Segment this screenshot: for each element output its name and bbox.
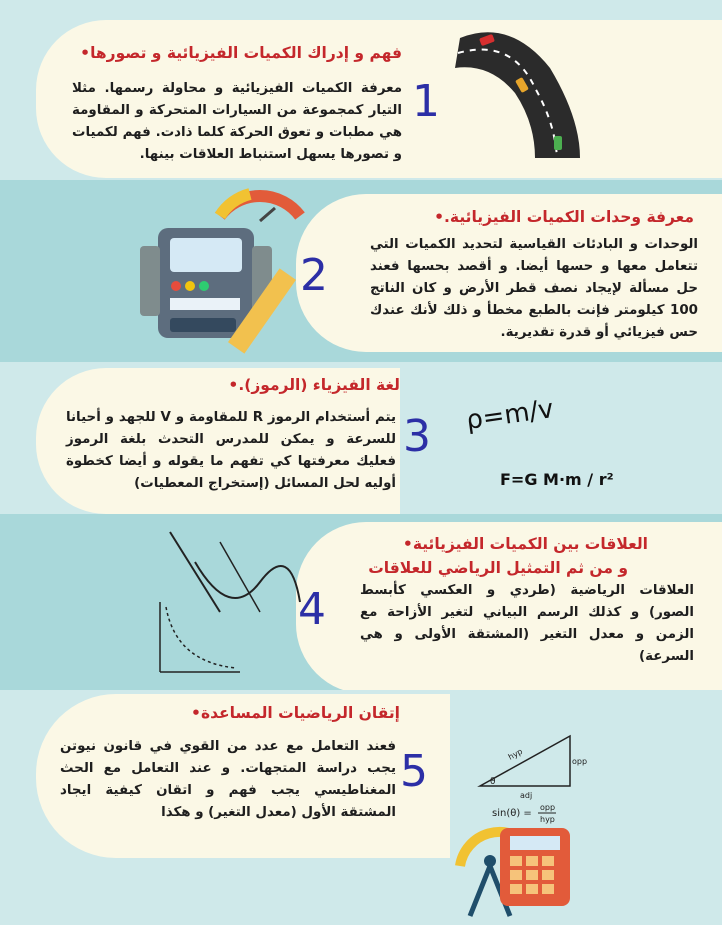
graphs-icon [150, 522, 300, 682]
formula-density: ρ=m/v [464, 394, 556, 436]
section-3-body: يتم أستخدام الرموز R للمقاومة و V للجهد و أحيانا للسرعة و يمكن للمدرس التحدث بلغة الرموز فعليك معرفتها كي تفهم ما يقوله و أيضا كخطوة أوليه لحل المسائل (إستخراج المعطيات) [66, 410, 397, 491]
section-4-number: 4 [298, 584, 326, 635]
section-3-title: لغة الفيزياء (الرموز).• [228, 376, 400, 394]
tri-adj: adj [520, 791, 533, 800]
tri-theta: θ [490, 777, 496, 787]
section-2-body: الوحدات و البادئات القياسية لتحديد الكميات التي تتعامل معها و حسها أيضا. و أقصد بحسها فعند حل مسألة لإيجاد نصف قطر الأرض و كان الناتج 100 كيلومتر فإنت بالطبع مخطأ و ذلك لأنك عندك حس فيزيائي أو قدرة تقديرية. [370, 237, 698, 340]
tri-hyp: hyp [506, 746, 525, 762]
section-2-card-bg [296, 194, 722, 352]
section-5-number: 5 [400, 746, 428, 797]
section-3-number: 3 [403, 411, 431, 462]
section-1-card [36, 20, 722, 178]
road-with-cars-icon [440, 8, 600, 168]
section-4-title: العلاقات بين الكميات الفيزيائية• و من ثم التمثيل الرياضي للعلاقات [368, 535, 648, 577]
section-1-number: 1 [412, 76, 440, 127]
section-4-body: العلاقات الرياضية (طردي و العكسي كأبسط الصور) و كذلك الرسم البياني لتغير الأزاحة مع الزمن و معدل التغير (المشتقة الأولى و هي السرعة) [360, 583, 694, 664]
sin-label: sin(θ) = [492, 808, 532, 819]
section-2-title: معرفة وحدات الكميات الفيزيائية.• [434, 208, 694, 226]
sin-frac-bot: hyp [540, 815, 555, 824]
section-2-number: 2 [300, 250, 328, 301]
tri-opp: opp [572, 757, 588, 766]
formula-gravitation: F=G M·m / r² [500, 470, 614, 489]
triangle-calculator-compass-icon [450, 716, 610, 921]
section-3-card-ext [400, 368, 722, 514]
section-1-title: فهم و إدراك الكميات الفيزيائية و تصورها• [80, 44, 402, 62]
section-5-title: إتقان الرياضيات المساعدة• [191, 704, 400, 722]
measuring-device-ruler-gauge-icon [140, 186, 310, 356]
section-1-body: معرفة الكميات الفيزيائية و محاولة رسمها. مثلا التيار كمجموعة من السيارات المتحركة و المقاومة هي مطبات و تعوق الحركة كلما ذادت. فهم لكميات و تصورها يسهل استنباط العلاقات بينها. [72, 81, 402, 162]
sin-frac-top: opp [540, 803, 556, 812]
section-5-body: فعند التعامل مع عدد من القوي في قانون نيوتن يجب دراسة المتجهات. و عند التعامل مع الحث المغناطيسي يجب فهم و اتقان كيفية ايجاد المشتقة الأول (معدل التغير) و هكذا [60, 739, 396, 820]
section-4-card [296, 522, 722, 694]
